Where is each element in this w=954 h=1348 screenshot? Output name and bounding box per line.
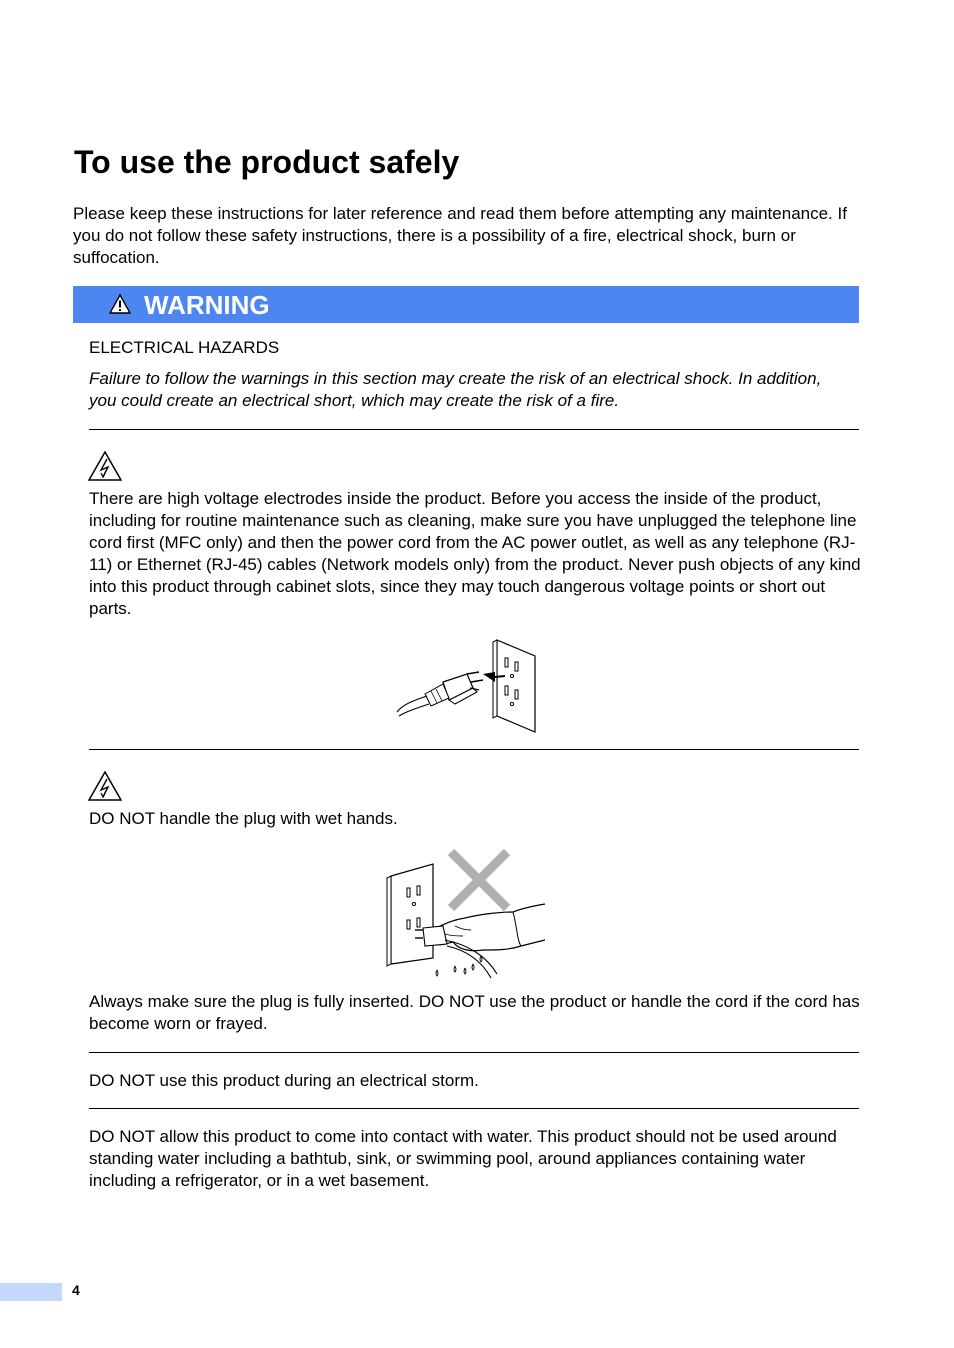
- warning-label: WARNING: [144, 290, 270, 320]
- divider: [89, 1108, 859, 1109]
- electrical-hazard-icon: [88, 451, 122, 481]
- footer-tab: [0, 1283, 62, 1301]
- page-number: 4: [72, 1282, 80, 1298]
- water-warning-text: DO NOT allow this product to come into contact with water. This product should not be used around standing water including a bathtub, sink, or swimming pool, around appliances containing water including a refrigerator, or in a wet basement.: [89, 1127, 837, 1190]
- divider: [89, 749, 859, 750]
- divider: [89, 429, 859, 430]
- electrical-hazard-icon: [88, 771, 122, 801]
- intro-paragraph: Please keep these instructions for later reference and read them before attempting any maintenance. If you do not follow these safety instructions, there is a possibility of a fire, electrical shock, burn or suffocation.: [73, 204, 847, 267]
- unplug-illustration: [395, 638, 540, 734]
- divider: [89, 1052, 859, 1053]
- warning-triangle-icon: [109, 294, 131, 314]
- page-title: To use the product safely: [74, 144, 460, 180]
- voltage-warning-text: There are high voltage electrodes inside the product. Before you access the inside of the product, including for routine maintenance such as cleaning, make sure you have unplugged the telephone line cord first (MFC only) and then the power cord from the AC power outlet, as well as any telephone (RJ-11) or Ethernet (RJ-45) cables (Network models only) from the product. Never push objects of any kind into this product through cabinet slots, since they may touch dangerous voltage points or short out parts.: [89, 489, 861, 618]
- wet-hands-warning-text: DO NOT handle the plug with wet hands.: [89, 809, 398, 828]
- wet-hands-prohibited-illustration: [385, 846, 550, 980]
- warning-banner: [73, 286, 859, 323]
- plug-inserted-warning-text: Always make sure the plug is fully inserted. DO NOT use the product or handle the cord if the cord has become worn or frayed.: [89, 992, 860, 1033]
- storm-warning-text: DO NOT use this product during an electrical storm.: [89, 1071, 479, 1090]
- section-description: Failure to follow the warnings in this section may create the risk of an electrical shock. In addition, you could create an electrical short, which may create the risk of a fire.: [89, 369, 822, 410]
- section-heading: ELECTRICAL HAZARDS: [89, 338, 280, 357]
